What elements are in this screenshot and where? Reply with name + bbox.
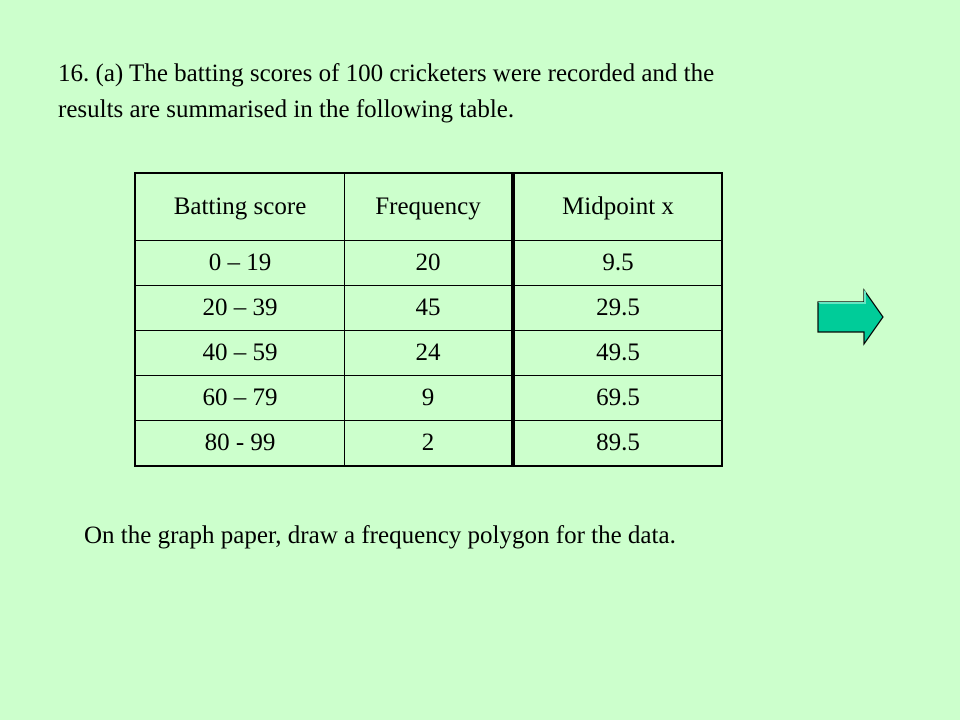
cell-midpoint: 29.5 — [513, 286, 722, 331]
table-row — [135, 331, 722, 376]
cell-batting-score: 20 – 39 — [135, 286, 345, 331]
right-arrow-icon[interactable] — [816, 288, 886, 346]
question-line-2: results are summarised in the following table. — [58, 96, 515, 123]
table-header-row — [135, 173, 722, 241]
cell-batting-score: 60 – 79 — [135, 376, 345, 421]
table-row — [135, 376, 722, 421]
question-line-1: 16. (a) The batting scores of 100 cricketers were recorded and the — [58, 60, 715, 87]
cell-batting-score: 80 - 99 — [135, 421, 345, 467]
cell-batting-score: 0 – 19 — [135, 241, 345, 286]
batting-score-table — [134, 172, 723, 467]
cell-midpoint: 9.5 — [513, 241, 722, 286]
question-text — [58, 56, 878, 128]
header-batting-score: Batting score — [135, 173, 345, 241]
header-frequency: Frequency — [345, 173, 514, 241]
cell-frequency: 45 — [345, 286, 514, 331]
cell-frequency: 2 — [345, 421, 514, 467]
header-midpoint: Midpoint x — [513, 173, 722, 241]
table-row — [135, 286, 722, 331]
cell-frequency: 9 — [345, 376, 514, 421]
cell-batting-score: 40 – 59 — [135, 331, 345, 376]
table-row — [135, 241, 722, 286]
table-row — [135, 421, 722, 467]
cell-midpoint: 49.5 — [513, 331, 722, 376]
cell-frequency: 20 — [345, 241, 514, 286]
cell-frequency: 24 — [345, 331, 514, 376]
instruction-text: On the graph paper, draw a frequency polygon for the data. — [84, 522, 676, 549]
cell-midpoint: 69.5 — [513, 376, 722, 421]
cell-midpoint: 89.5 — [513, 421, 722, 467]
